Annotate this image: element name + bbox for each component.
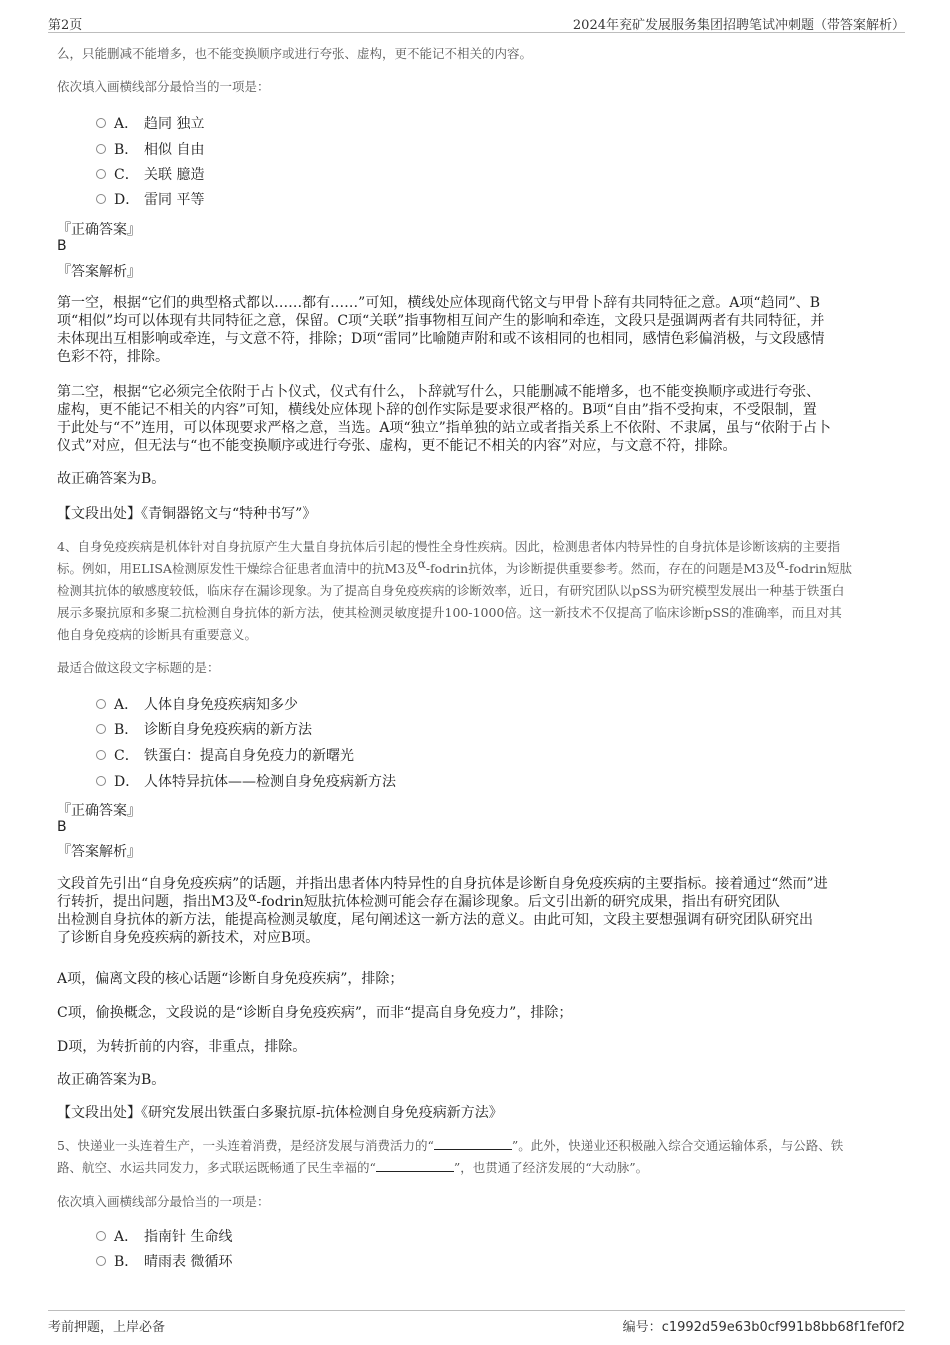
q3-option-d[interactable]: D． 雷同 平等 xyxy=(96,189,204,211)
q4-answer: B xyxy=(57,819,67,835)
q5-option-b[interactable]: B． 晴雨表 微循环 xyxy=(96,1251,232,1273)
q3-stem-tail: 么，只能删减不能增多，也不能变换顺序或进行夸张、虚构，更不能记不相关的内容。 xyxy=(57,46,533,61)
q4-answer-label: 『正确答案』 xyxy=(57,803,141,819)
radio-icon[interactable] xyxy=(96,776,106,786)
radio-icon[interactable] xyxy=(96,1231,106,1241)
q4-stem: 4、自身免疫疾病是机体针对自身抗原产生大量自身抗体后引起的慢性全身性疾病。因此，检测患者体内特异性的自身抗体是诊断该病的主要指 标。例如，用ELISA检测原发性干燥综合征患者血清中的抗M3及α-fodrin抗体，为诊断提供重要参考。然而，存在的问题是M3及α-fodrin短肽 检测其抗体的敏感度较低，临床存在漏诊现象。为了提高自身免疫疾病的诊断效率，近日，有研究团队以pSS为研究模型发展出一种基于铁蛋白 展示多聚抗原和多聚二抗检测自身抗体的新方法，使其检测灵敏度提升100-1000倍。这一新技术不仅提高了临床诊断pSS的准确率，而且对其 他自身免疫病的诊断具有重要意义。 xyxy=(57,539,852,642)
q4-option-c-analysis: C项，偷换概念，文段说的是“诊断自身免疫疾病”，而非“提高自身免疫力”，排除； xyxy=(57,1005,573,1021)
fill-in-blank xyxy=(434,1137,512,1150)
q3-answer-label: 『正确答案』 xyxy=(57,222,141,238)
document-title: 2024年兖矿发展服务集团招聘笔试冲刺题（带答案解析） xyxy=(572,18,905,33)
radio-icon[interactable] xyxy=(96,1256,106,1266)
q3-source: 【文段出处】《青铜器铭文与“特种书写”》 xyxy=(57,506,317,522)
q4-analysis-label: 『答案解析』 xyxy=(57,844,141,860)
q4-prompt: 最适合做这段文字标题的是： xyxy=(57,660,220,675)
radio-icon[interactable] xyxy=(96,194,106,204)
radio-icon[interactable] xyxy=(96,750,106,760)
q3-conclusion: 故正确答案为B。 xyxy=(57,471,166,487)
footer-slogan: 考前押题，上岸必备 xyxy=(48,1320,166,1335)
q3-option-b[interactable]: B． 相似 自由 xyxy=(96,139,204,161)
radio-icon[interactable] xyxy=(96,118,106,128)
q5-stem: 5、快递业一头连着生产，一头连着消费，是经济发展与消费活力的“ ”。此外，快递业还积极融入综合交通运输体系，与公路、铁 路、航空、水运共同发力，多式联运既畅通了民生幸福的“ ”，也贯通了经济发展的“大动脉”。 xyxy=(57,1138,844,1175)
alpha-symbol: α xyxy=(417,557,426,571)
document-code: 编号：c1992d59e63b0cf991b8bb68f1fef0f2 xyxy=(622,1320,905,1335)
q4-source: 【文段出处】《研究发展出铁蛋白多聚抗原-抗体检测自身免疫病新方法》 xyxy=(57,1105,503,1121)
radio-icon[interactable] xyxy=(96,169,106,179)
alpha-symbol: α xyxy=(248,890,257,904)
q3-answer: B xyxy=(57,238,67,254)
radio-icon[interactable] xyxy=(96,724,106,734)
q4-option-d[interactable]: D． 人体特异抗体——检测自身免疫病新方法 xyxy=(96,771,396,793)
q3-option-c[interactable]: C． 关联 臆造 xyxy=(96,164,204,186)
q5-prompt: 依次填入画横线部分最恰当的一项是： xyxy=(57,1194,270,1209)
q5-option-a[interactable]: A． 指南针 生命线 xyxy=(96,1226,232,1248)
q4-option-a-analysis: A项，偏离文段的核心话题“诊断自身免疫疾病”，排除； xyxy=(57,971,404,987)
q4-option-c[interactable]: C． 铁蛋白：提高自身免疫力的新曙光 xyxy=(96,745,354,767)
radio-icon[interactable] xyxy=(96,699,106,709)
page-number: 第2页 xyxy=(48,18,83,33)
q3-analysis-para2: 第二空，根据“它必须完全依附于占卜仪式，仪式有什么，卜辞就写什么，只能删减不能增多，也不能变换顺序或进行夸张、 虚构，更不能记不相关的内容”可知，横线处应体现卜辞的创作实际是要求很严格的。B项“自由”指不受拘束，不受限制，置 于此处与“不”连用，可以体现要求严格之意，当选。A项“独立”指单独的站立或者指关系上不依附、不隶属，虽与“依附于占卜 仪式”对应，但无法与“也不能变换顺序或进行夸张、虚构，更不能记不相关的内容”对应，与文意不符，排除。 xyxy=(57,384,831,454)
q3-option-a[interactable]: A． 趋同 独立 xyxy=(96,113,204,135)
fill-in-blank xyxy=(376,1159,454,1172)
radio-icon[interactable] xyxy=(96,144,106,154)
q4-conclusion: 故正确答案为B。 xyxy=(57,1072,166,1088)
alpha-symbol: α xyxy=(776,557,785,571)
page-footer xyxy=(48,1310,905,1335)
q3-analysis-para1: 第一空，根据“它们的典型格式都以……都有……”可知，横线处应体现商代铭文与甲骨卜辞有共同特征之意。A项“趋同”、B 项“相似”均可以体现有共同特征之意，保留。C项“关联”指事物相互间产生的影响和牵连，文段只是强调两者有共同特征，并 未体现出互相影响或牵连，与文意不符，排除；D项“雷同”比喻随声附和或不该相同的也相同，感情色彩偏消极，与文段感情 色彩不符，排除。 xyxy=(57,295,825,365)
page-header xyxy=(48,12,905,33)
q3-prompt: 依次填入画横线部分最恰当的一项是： xyxy=(57,79,270,94)
q4-option-a[interactable]: A． 人体自身免疫疾病知多少 xyxy=(96,694,298,716)
q4-option-b[interactable]: B． 诊断自身免疫疾病的新方法 xyxy=(96,719,312,741)
q3-analysis-label: 『答案解析』 xyxy=(57,264,141,280)
q4-analysis-para1: 文段首先引出“自身免疫疾病”的话题，并指出患者体内特异性的自身抗体是诊断自身免疫疾病的主要指标。接着通过“然而”进 行转折，提出问题，指出M3及α-fodrin短肽抗体检测可能会存在漏诊现象。后文引出新的研究成果，指出有研究团队 出检测自身抗体的新方法，能提高检测灵敏度，尾句阐述这一新方法的意义。由此可知，文段主要想强调有研究团队研究出 了诊断自身免疫疾病的新技术，对应B项。 xyxy=(57,876,828,946)
q4-option-d-analysis: D项，为转折前的内容，非重点，排除。 xyxy=(57,1039,307,1055)
